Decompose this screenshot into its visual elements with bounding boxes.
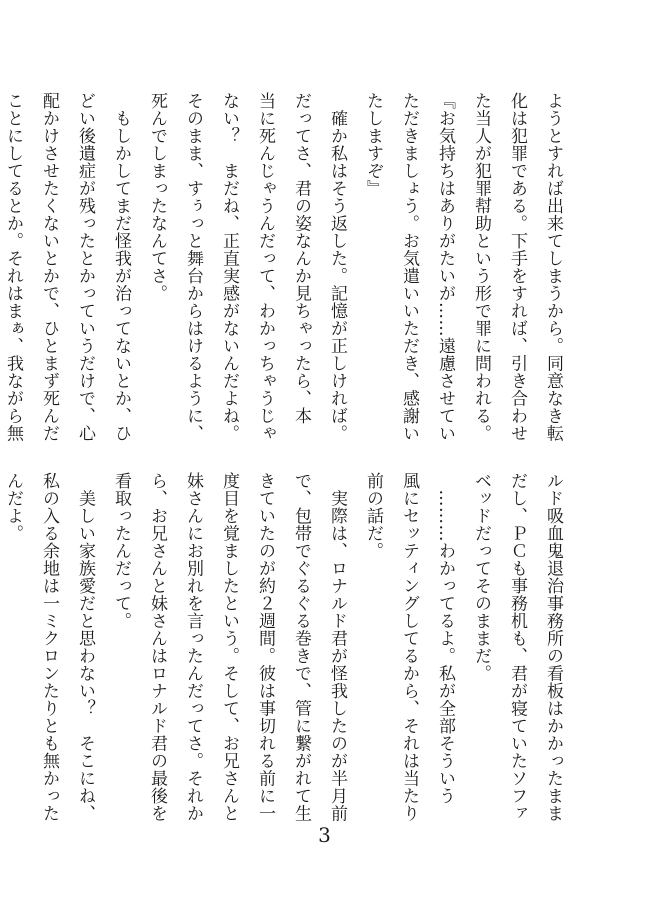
page-number: 3 [318,823,331,847]
text-line: ようとすれば出来てしまうから。同意なき転 [543,92,563,442]
text-line: 配かけさせたくないとかで、ひとまず死んだ [39,92,59,442]
text-line: 前の話だ。 [363,472,383,560]
text-line: もしかしてまだ怪我が治ってないとか、ひ [111,92,131,442]
text-line: 度目を覚ましたという。そして、お兄さんと [219,472,239,822]
text-line: たしますぞ』 [363,92,383,197]
text-line: そのまま、すぅっと舞台からはけるように、 [183,92,203,442]
text-line: だってさ、君の姿なんか見ちゃったら、本 [291,92,311,425]
text-line: ない？ まだね、正直実感がないんだよね。 [219,92,239,442]
text-line: 化は犯罪である。下手をすれば、引き合わせ [507,92,527,442]
text-line: んだよ。 [3,472,23,542]
text-line: ことにしてるとか。それはまぁ、我ながら無 [3,92,23,442]
text-line: 確か私はそう返した。記憶が正しければ。 [327,92,347,442]
text-line: た当人が犯罪幇助という形で罪に問われる。 [471,92,491,442]
text-line: 『お気持ちはありがたいが……遠慮させてい [435,92,455,442]
text-line: ルド吸血鬼退治事務所の看板はかかったまま [543,472,563,822]
text-line: きていたのが約２週間。彼は事切れる前に一 [255,472,275,822]
text-line: 妹さんにお別れを言ったんだってさ。それか [183,472,203,822]
text-line: で、包帯でぐるぐる巻きで、管に繋がれて生 [291,472,311,822]
text-line: 死んでしまったなんてさ。 [147,92,167,302]
text-line: ………わかってるよ。私が全部そういう [435,472,455,805]
text-line: どい後遺症が残ったとかっていうだけで、心 [75,92,95,442]
text-line: ただきましょう。お気遣いいただき、感謝い [399,92,419,442]
text-block-top [3,92,571,442]
text-line: 当に死んじゃうんだって、わかっちゃうじゃ [255,92,275,442]
text-line: ベッドだってそのままだ。 [471,472,491,682]
text-line: ら、お兄さんと妹さんはロナルド君の最後を [147,472,167,822]
text-line: 実際は、ロナルド君が怪我したのが半月前 [327,472,347,822]
text-line: だし、ＰＣも事務机も、君が寝ていたソファ [507,472,527,822]
text-line: 私の入る余地は一ミクロンたりとも無かった [39,472,59,822]
text-line: 風にセッティングしてるから、それは当たり [399,472,419,822]
text-line: 看取ったんだって。 [111,472,131,630]
text-block-bottom [3,472,571,822]
text-line: 美しい家族愛だと思わない？ そこにね、 [75,472,95,822]
